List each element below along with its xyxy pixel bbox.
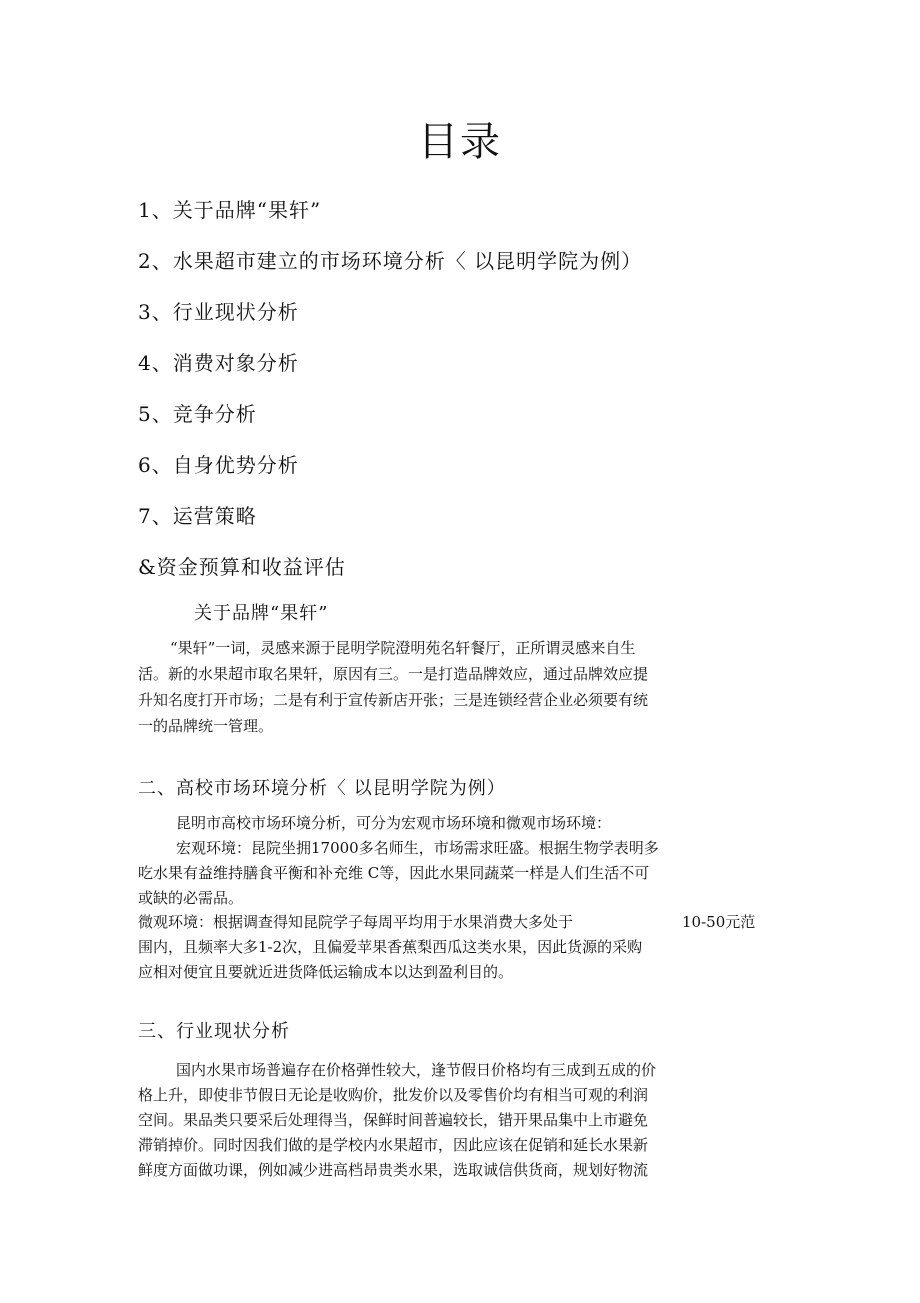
toc-item-8: &资金预算和收益评估 [138,555,346,579]
toc-item-6: 6、自身优势分析 [138,453,299,477]
toc-item-4: 4、消费对象分析 [138,351,299,375]
section2-line: 或缺的必需品。 [138,889,244,907]
section2-line: 宏观环境：昆院坐拥17000多名师生，市场需求旺盛。根据生物学表明多 [176,839,659,857]
toc-item-7: 7、运营策略 [138,504,257,528]
consumption-range-value: 10-50元范 [682,913,756,931]
section1-line: 活。新的水果超市取名果轩，原因有三。一是打造品牌效应，通过品牌效应提 [138,665,649,683]
section2-heading: 二、高校市场环境分析〈 以昆明学院为例） [138,778,506,799]
section3-line: 滞销掉价。同时因我们做的是学校内水果超市，因此应该在促销和延长水果新 [138,1136,649,1154]
section2-line: 围内，且频率大多1-2次，且偏爱苹果香蕉梨西瓜这类水果，因此货源的采购 [138,938,643,956]
section2-line: 应相对便宜且要就近进货降低运输成本以达到盈利目的。 [138,963,514,981]
section3-heading: 三、行业现状分析 [138,1021,290,1042]
section1-heading: 关于品牌“果轩” [194,603,329,624]
section3-line: 鲜度方面做功课，例如减少进高档昂贵类水果，选取诚信供货商，规划好物流 [138,1161,649,1179]
toc-item-3: 3、行业现状分析 [138,300,299,324]
section2-line: 昆明市高校市场环境分析，可分为宏观市场环境和微观市场环境： [176,814,612,832]
section3-line: 空间。果品类只要采后处理得当，保鲜时间普遍较长，错开果品集中上市避免 [138,1111,649,1129]
section2-line: 吃水果有益维持膳食平衡和补充维 C等，因此水果同蔬菜一样是人们生活不可 [138,864,650,882]
page-title: 目录 [418,119,502,165]
section3-line: 国内水果市场普遍存在价格弹性较大，逢节假日价格均有三成到五成的价 [176,1061,657,1079]
toc-item-2: 2、水果超市建立的市场环境分析〈 以昆明学院为例） [138,249,643,273]
toc-item-5: 5、竞争分析 [138,402,257,426]
section1-line: 升知名度打开市场；二是有利于宣传新店开张；三是连锁经营企业必须要有统 [138,691,649,709]
section1-line: “果轩”一词，灵感来源于昆明学院澄明苑名轩餐厅，正所谓灵感来自生 [170,639,636,657]
section2-line: 微观环境：根据调查得知昆院学子每周平均用于水果消费大多处于 [138,913,574,931]
section3-line: 格上升，即使非节假日无论是收购价，批发价以及零售价均有相当可观的利润 [138,1086,649,1104]
section1-line: 一的品牌统一管理。 [138,717,274,735]
toc-item-1: 1、关于品牌“果轩” [138,198,322,222]
